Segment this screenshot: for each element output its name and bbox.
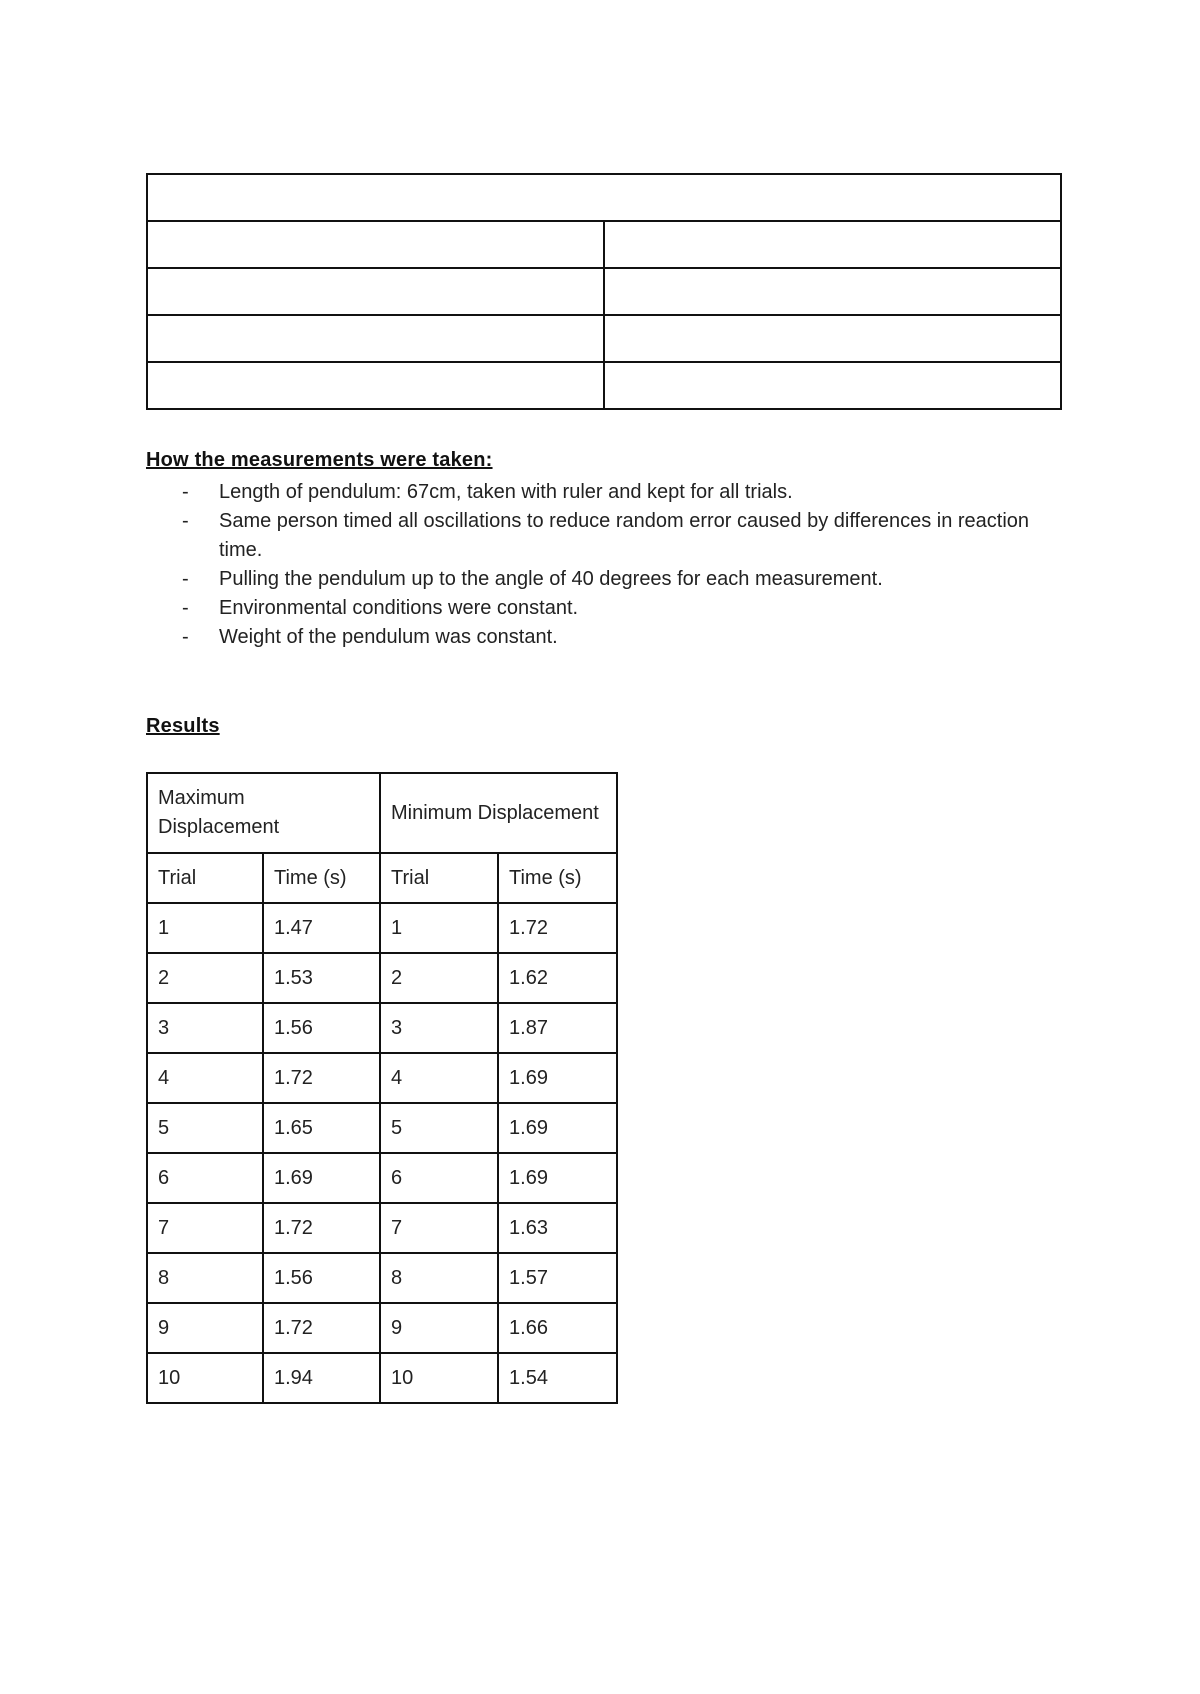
cell-min-time: 1.72 [498,903,617,953]
cell-min-time: 1.54 [498,1353,617,1403]
cell-max-time: 1.72 [263,1203,380,1253]
cell-max-trial: 7 [147,1203,263,1253]
cell-max-time: 1.56 [263,1003,380,1053]
group-header-min: Minimum Displacement [380,773,617,853]
cell-min-time: 1.63 [498,1203,617,1253]
table-row [147,1003,617,1053]
empty-table-row [147,315,1061,362]
cell-min-time: 1.69 [498,1153,617,1203]
bullet-dash: - [182,510,189,532]
table-row [147,1153,617,1203]
table-row [147,903,617,953]
list-item [146,565,1066,594]
empty-table-row [147,221,1061,268]
cell-min-trial: 4 [380,1053,498,1103]
cell-max-time: 1.53 [263,953,380,1003]
cell-max-time: 1.65 [263,1103,380,1153]
cell-min-time: 1.87 [498,1003,617,1053]
empty-table-header-row [147,174,1061,221]
empty-table-cell [604,315,1061,362]
measurements-list [146,478,1066,652]
bullet-dash: - [182,597,189,619]
cell-min-trial: 10 [380,1353,498,1403]
table-row [147,1303,617,1353]
empty-table-row [147,362,1061,409]
cell-max-trial: 3 [147,1003,263,1053]
table-row [147,1253,617,1303]
cell-min-time: 1.69 [498,1103,617,1153]
list-item [146,478,1066,507]
list-item-text: Length of pendulum: 67cm, taken with ruler and kept for all trials. [219,481,793,503]
list-item-text: Environmental conditions were constant. [219,597,579,619]
cell-min-trial: 1 [380,903,498,953]
empty-table-cell [147,268,604,315]
column-header-trial: Trial [380,853,498,903]
bullet-dash: - [182,626,189,648]
cell-min-trial: 3 [380,1003,498,1053]
empty-table-header-cell [147,174,1061,221]
group-header-max: Maximum Displacement [147,773,380,853]
cell-max-trial: 4 [147,1053,263,1103]
empty-table-cell [604,221,1061,268]
bullet-dash: - [182,481,189,503]
cell-min-trial: 5 [380,1103,498,1153]
cell-min-time: 1.62 [498,953,617,1003]
list-item-text: Same person timed all oscillations to reduce random error caused by differences in reaction time. [219,510,1030,561]
results-table [146,772,618,1404]
table-row [147,1053,617,1103]
column-header-trial: Trial [147,853,263,903]
list-item [146,623,1066,652]
cell-max-trial: 9 [147,1303,263,1353]
list-item [146,594,1066,623]
results-body [147,903,617,1403]
cell-min-trial: 8 [380,1253,498,1303]
column-header-time: Time (s) [498,853,617,903]
cell-max-trial: 6 [147,1153,263,1203]
cell-max-time: 1.47 [263,903,380,953]
cell-max-time: 1.72 [263,1303,380,1353]
cell-min-trial: 2 [380,953,498,1003]
cell-min-trial: 9 [380,1303,498,1353]
results-group-header-row [147,773,617,853]
cell-min-time: 1.69 [498,1053,617,1103]
empty-table-cell [147,315,604,362]
cell-max-trial: 8 [147,1253,263,1303]
table-row [147,953,617,1003]
list-item [146,507,1066,565]
empty-table-row [147,268,1061,315]
cell-max-trial: 1 [147,903,263,953]
cell-max-trial: 10 [147,1353,263,1403]
measurements-heading: How the measurements were taken: [146,449,493,471]
cell-min-trial: 7 [380,1203,498,1253]
results-heading: Results [146,715,220,737]
cell-min-time: 1.57 [498,1253,617,1303]
cell-max-time: 1.94 [263,1353,380,1403]
results-column-header-row [147,853,617,903]
empty-table-cell [604,268,1061,315]
cell-min-time: 1.66 [498,1303,617,1353]
table-row [147,1203,617,1253]
cell-max-time: 1.56 [263,1253,380,1303]
empty-table-cell [147,362,604,409]
cell-max-time: 1.69 [263,1153,380,1203]
cell-max-trial: 2 [147,953,263,1003]
cell-max-time: 1.72 [263,1053,380,1103]
cell-min-trial: 6 [380,1153,498,1203]
column-header-time: Time (s) [263,853,380,903]
table-row [147,1353,617,1403]
list-item-text: Pulling the pendulum up to the angle of 40 degrees for each measurement. [219,568,883,590]
cell-max-trial: 5 [147,1103,263,1153]
list-item-text: Weight of the pendulum was constant. [219,626,558,648]
bullet-dash: - [182,568,189,590]
empty-table-cell [604,362,1061,409]
empty-table [146,173,1062,410]
table-row [147,1103,617,1153]
empty-table-cell [147,221,604,268]
